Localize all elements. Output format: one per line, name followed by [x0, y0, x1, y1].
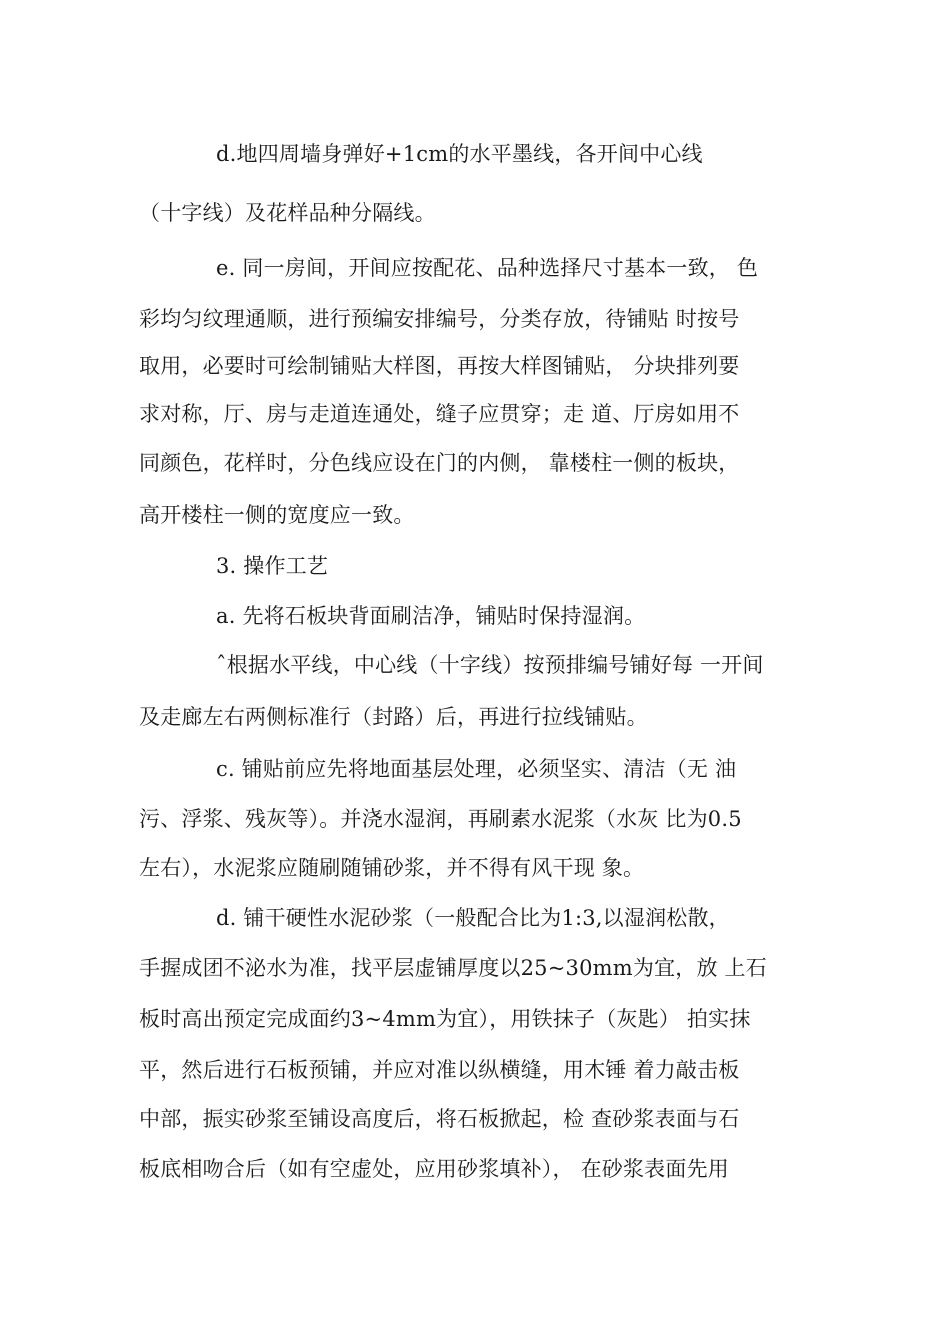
text-line: 板时高出预定完成面约3~4mm为宜），用铁抹子（灰匙） 拍实抹: [139, 1007, 751, 1031]
text-line: 高开楼柱一侧的宽度应一致。: [139, 503, 415, 527]
text-line: 平，然后进行石板预铺，并应对准以纵横缝，用木锤 着力敲击板: [139, 1058, 740, 1082]
text-line: 中部，振实砂浆至铺设高度后，将石板掀起，检 查砂浆表面与石: [139, 1107, 740, 1131]
text-line: 左右），水泥浆应随刷随铺砂浆，并不得有风干现 象。: [139, 856, 645, 880]
text-line: e. 同一房间，开间应按配花、品种选择尺寸基本一致， 色: [216, 256, 759, 280]
text-line: 彩均匀纹理通顺，进行预编安排编号，分类存放，待铺贴 时按号: [139, 307, 740, 331]
section-heading: 3. 操作工艺: [216, 554, 329, 578]
text-line: 同颜色，花样时，分色线应设在门的内侧， 靠楼柱一侧的板块，: [139, 451, 740, 475]
text-line: c. 铺贴前应先将地面基层处理，必须坚实、清洁（无 油: [216, 757, 737, 781]
text-line: 污、浮浆、残灰等）。并浇水湿润，再刷素水泥浆（水灰 比为0.5: [139, 807, 742, 831]
text-line: 手握成团不泌水为准，找平层虚铺厚度以25~30mm为宜，放 上石: [139, 956, 767, 980]
text-line: d. 铺干硬性水泥砂浆（一般配合比为1:3,以湿润松散，: [216, 906, 730, 930]
text-line: 取用，必要时可绘制铺贴大样图，再按大样图铺贴， 分块排列要: [139, 354, 740, 378]
text-line: （十字线）及花样品种分隔线。: [139, 201, 436, 225]
text-line: 及走廊左右两侧标准行（封路）后，再进行拉线铺贴。: [139, 705, 648, 729]
text-line: a. 先将石板块背面刷洁净，铺贴时保持湿润。: [216, 604, 646, 628]
text-line: 求对称，厅、房与走道连通处，缝子应贯穿；走 道、厅房如用不: [139, 402, 740, 426]
text-line: ˆ根据水平线，中心线（十字线）按预排编号铺好每 一开间: [216, 653, 764, 677]
text-line: d.地四周墙身弹好+1cm的水平墨线，各开间中心线: [216, 142, 703, 166]
text-line: 板底相吻合后（如有空虚处，应用砂浆填补）， 在砂浆表面先用: [139, 1157, 729, 1181]
